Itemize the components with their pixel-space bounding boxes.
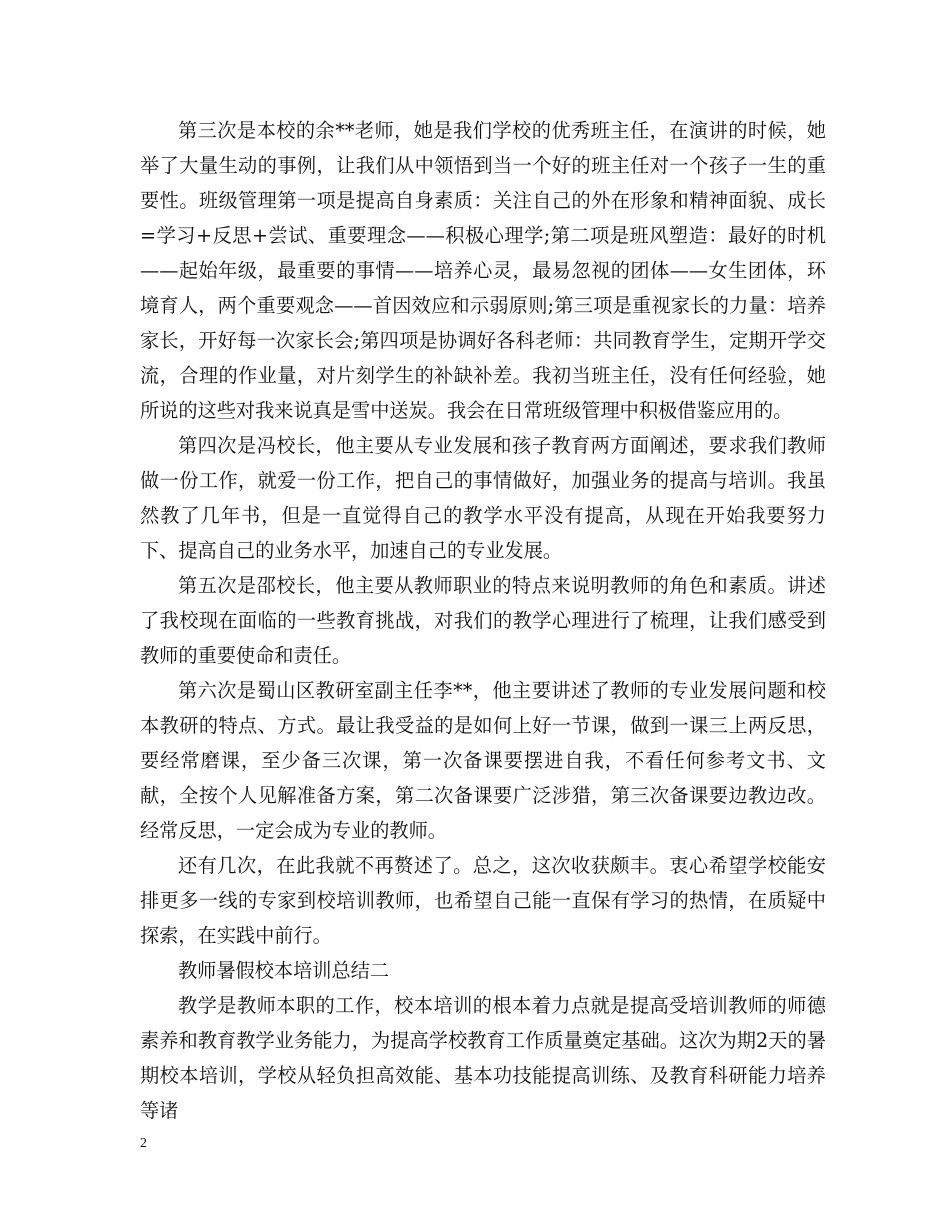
paragraph-fifth-lecture: 第五次是邵校长，他主要从教师职业的特点来说明教师的角色和素质。讲述了我校现在面临的一些教育挑战，对我们的教学心理进行了梳理，让我们感受到教师的重要使命和责任。 (140, 574, 826, 667)
section-heading: 教师暑假校本培训总结二 (178, 959, 390, 982)
paragraph-sixth-lecture: 第六次是蜀山区教研室副主任李**，他主要讲述了教师的专业发展问题和校本教研的特点、方式。最让我受益的是如何上好一节课，做到一课三上两反思，要经常磨课，至少备三次课，第一次备课要摆进自我，不看任何参考文书、文献，全按个人见解准备方案，第二次备课要广泛涉猎，第三次备课要边教边改。经常反思，一定会成为专业的教师。 (140, 679, 826, 842)
page-number: 2 (140, 1136, 147, 1151)
paragraph-third-lecture: 第三次是本校的余**老师，她是我们学校的优秀班主任，在演讲的时候，她举了大量生动的事例，让我们从中领悟到当一个好的班主任对一个孩子一生的重要性。班级管理第一项是提高自身素质：关注自己的外在形象和精神面貌、成长=学习+反思+尝试、重要理念——积极心理学;第二项是班风塑造：最好的时机——起始年级，最重要的事情——培养心灵，最易忽视的团体——女生团体，环境育人，两个重要观念——首因效应和示弱原则;第三项是重视家长的力量：培养家长，开好每一次家长会;第四项是协调好各科老师：共同教育学生，定期开学交流，合理的作业量，对片刻学生的补缺补差。我初当班主任，没有任何经验，她所说的这些对我来说真是雪中送炭。我会在日常班级管理中积极借鉴应用的。 (140, 119, 826, 422)
paragraph-section-two-intro: 教学是教师本职的工作，校本培训的根本着力点就是提高受培训教师的师德素养和教育教学业务能力，为提高学校教育工作质量奠定基础。这次为期2天的暑期校本培训，学校从轻负担高效能、基本功技能提高训练、及教育科研能力培养等诸 (140, 994, 826, 1122)
document-body (140, 113, 826, 1128)
paragraph-fourth-lecture: 第四次是冯校长，他主要从专业发展和孩子教育两方面阐述，要求我们教师做一份工作，就爱一份工作，把自己的事情做好，加强业务的提高与培训。我虽然教了几年书，但是一直觉得自己的教学水平没有提高，从现在开始我要努力下、提高自己的业务水平，加速自己的专业发展。 (140, 434, 826, 562)
paragraph-summary: 还有几次，在此我就不再赘述了。总之，这次收获颇丰。衷心希望学校能安排更多一线的专家到校培训教师，也希望自己能一直保有学习的热情，在质疑中探索，在实践中前行。 (140, 854, 826, 947)
